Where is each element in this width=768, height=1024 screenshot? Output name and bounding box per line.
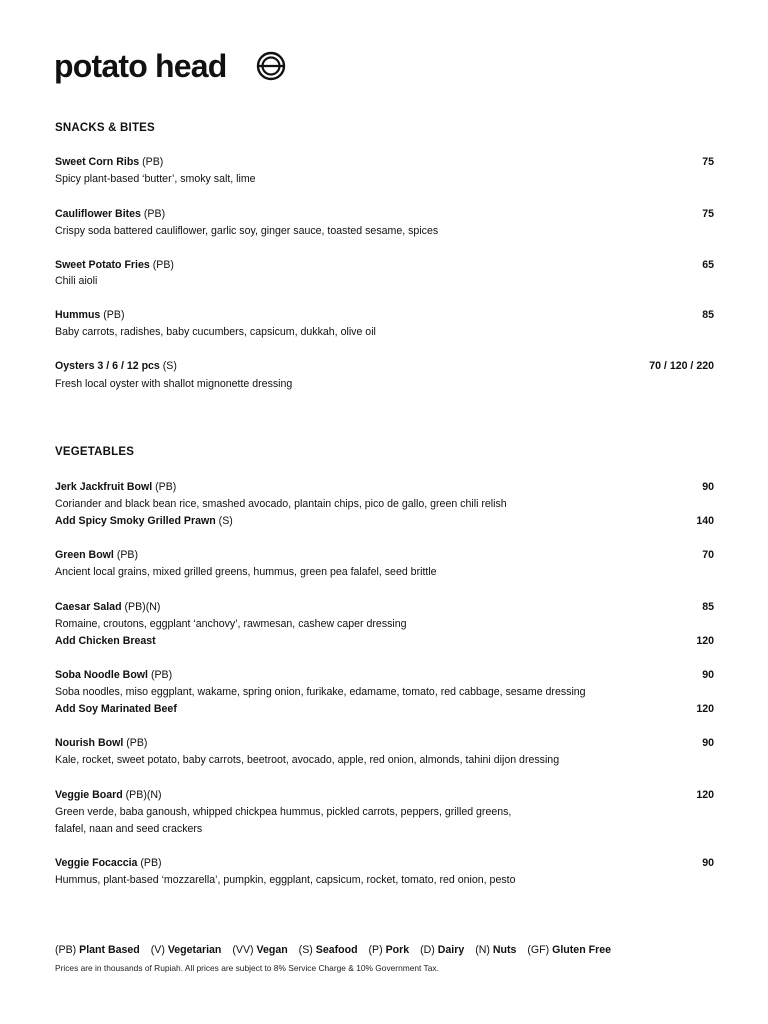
legend-code: (S) xyxy=(298,944,313,956)
dietary-legend xyxy=(55,943,611,957)
addon-price: 140 xyxy=(696,515,714,527)
item-tag: (PB) xyxy=(140,857,162,869)
item-description-continued: falafel, naan and seed crackers xyxy=(55,823,203,835)
item-name: Veggie Board xyxy=(55,789,123,801)
legend-label: Dairy xyxy=(437,944,465,956)
menu-item-name xyxy=(55,856,162,870)
item-name: Soba Noodle Bowl xyxy=(55,669,148,681)
addon-label: Add Chicken Breast xyxy=(55,635,156,647)
item-tag: (PB) xyxy=(155,481,177,493)
addon-price: 120 xyxy=(696,703,714,715)
logo-emblem-icon xyxy=(258,53,284,79)
price-footnote: Prices are in thousands of Rupiah. All prices are subject to 8% Service Charge & 10% Government Tax. xyxy=(55,963,439,973)
item-price: 75 xyxy=(702,156,714,168)
item-tag: (PB) xyxy=(142,156,164,168)
legend-code: (GF) xyxy=(527,944,550,956)
addon-name xyxy=(55,514,233,528)
menu-item-name xyxy=(55,736,147,750)
svg-text:potato head: potato head xyxy=(54,48,227,84)
menu-item-name xyxy=(55,600,160,614)
addon-label: Add Soy Marinated Beef xyxy=(55,703,177,715)
legend-label: Seafood xyxy=(315,944,358,956)
menu-item-name xyxy=(55,359,177,373)
item-tag: (PB) xyxy=(126,737,148,749)
legend-label: Plant Based xyxy=(79,944,140,956)
item-price: 65 xyxy=(702,259,714,271)
item-price: 90 xyxy=(702,481,714,493)
item-description: Baby carrots, radishes, baby cucumbers, capsicum, dukkah, olive oil xyxy=(55,326,376,338)
legend-code: (PB) xyxy=(55,944,77,956)
addon-name xyxy=(55,634,156,648)
item-tag: (PB) xyxy=(116,549,139,561)
menu-item-name xyxy=(55,308,124,322)
item-name: Cauliflower Bites xyxy=(55,208,141,220)
addon-tag: (S) xyxy=(218,515,233,527)
legend-label: Vegetarian xyxy=(167,944,222,956)
item-description: Coriander and black bean rice, smashed avocado, plantain chips, pico de gallo, green chili relish xyxy=(55,498,507,510)
item-price: 75 xyxy=(702,208,714,220)
item-price: 70 / 120 / 220 xyxy=(649,360,714,372)
item-tag: (PB) xyxy=(103,309,125,321)
item-name: Sweet Potato Fries xyxy=(55,259,150,271)
menu-item-name xyxy=(55,668,172,682)
item-tag: (PB)(N) xyxy=(124,601,161,613)
menu-item-name xyxy=(55,207,165,221)
item-description: Ancient local grains, mixed grilled greens, hummus, green pea falafel, seed brittle xyxy=(55,566,437,578)
section-title-vegetables: VEGETABLES xyxy=(55,446,135,458)
item-name: Hummus xyxy=(55,309,101,321)
item-name: Oysters 3 / 6 / 12 pcs xyxy=(55,360,160,372)
addon-name xyxy=(55,702,177,716)
menu-item-name xyxy=(55,155,163,169)
menu-item-name xyxy=(55,548,138,562)
item-description: Crispy soda battered cauliflower, garlic soy, ginger sauce, toasted sesame, spices xyxy=(55,225,439,237)
item-tag: (PB) xyxy=(143,208,166,220)
item-price: 120 xyxy=(696,789,714,801)
item-price: 85 xyxy=(702,601,714,613)
item-tag: (PB) xyxy=(152,259,174,271)
item-description: Green verde, baba ganoush, whipped chickpea hummus, pickled carrots, peppers, grilled greens, xyxy=(55,806,512,818)
legend-code: (V) xyxy=(150,944,165,956)
legend-code: (D) xyxy=(420,944,435,956)
legend-code: (N) xyxy=(475,944,490,956)
legend-label: Gluten Free xyxy=(552,944,611,956)
item-name: Nourish Bowl xyxy=(55,737,124,749)
item-name: Jerk Jackfruit Bowl xyxy=(55,481,153,493)
item-name: Sweet Corn Ribs xyxy=(55,156,140,168)
item-price: 90 xyxy=(702,737,714,749)
item-price: 85 xyxy=(702,309,714,321)
item-description: Spicy plant-based ‘butter’, smoky salt, lime xyxy=(55,173,256,185)
item-description: Hummus, plant-based ‘mozzarella’, pumpkin, eggplant, capsicum, rocket, tomato, red onion, pesto xyxy=(55,874,516,886)
item-price: 90 xyxy=(702,669,714,681)
item-tag: (PB) xyxy=(150,669,173,681)
menu-item-name xyxy=(55,480,176,494)
legend-code: (P) xyxy=(368,944,383,956)
item-name: Caesar Salad xyxy=(55,601,122,613)
item-tag: (S) xyxy=(162,360,177,372)
legend-label: Vegan xyxy=(256,944,288,956)
item-tag: (PB)(N) xyxy=(125,789,162,801)
section-title-snacks: SNACKS & BITES xyxy=(55,122,155,134)
item-price: 70 xyxy=(702,549,714,561)
item-name: Veggie Focaccia xyxy=(55,857,138,869)
legend-label: Pork xyxy=(385,944,410,956)
item-price: 90 xyxy=(702,857,714,869)
item-description: Romaine, croutons, eggplant ‘anchovy’, rawmesan, cashew caper dressing xyxy=(55,618,407,630)
menu-item-name xyxy=(55,258,174,272)
addon-price: 120 xyxy=(696,635,714,647)
item-description: Fresh local oyster with shallot mignonette dressing xyxy=(55,378,293,390)
item-description: Chili aioli xyxy=(55,275,98,287)
addon-label: Add Spicy Smoky Grilled Prawn xyxy=(55,515,216,527)
item-description: Kale, rocket, sweet potato, baby carrots, beetroot, avocado, apple, red onion, almonds, tahini dijon dressing xyxy=(55,754,560,766)
item-name: Green Bowl xyxy=(55,549,114,561)
legend-label: Nuts xyxy=(492,944,517,956)
menu-item-name xyxy=(55,788,162,802)
legend-code: (VV) xyxy=(232,944,254,956)
potato-head-logo xyxy=(54,48,294,88)
item-description: Soba noodles, miso eggplant, wakame, spring onion, furikake, edamame, tomato, red cabbage, sesame dressing xyxy=(55,686,586,698)
